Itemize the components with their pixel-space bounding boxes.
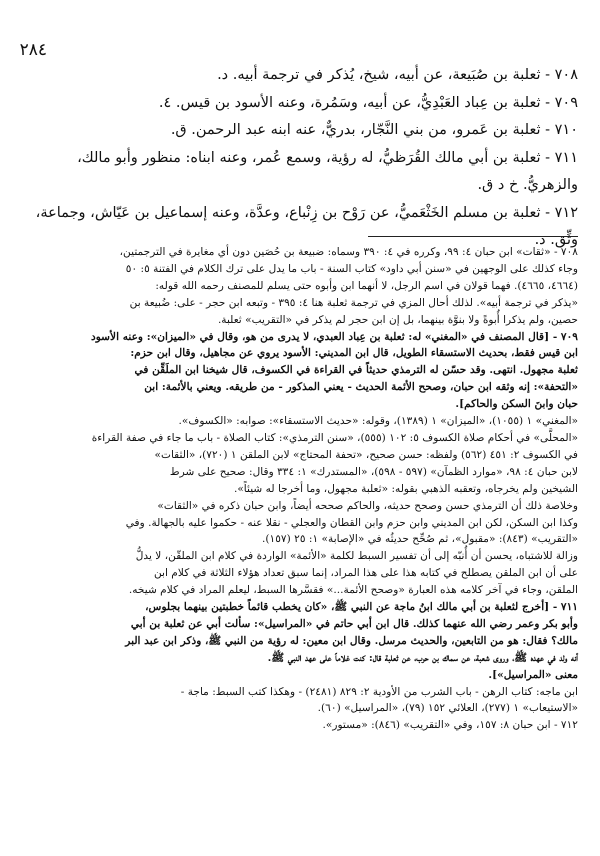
note-line: ثعلبة مجهول. انتهى. وقد حسّن له الترمذي حديثاً في القراءة في الكسوف، قال شيخنا ابن الملَقِّن في <box>134 364 578 377</box>
note-line: «التحفة»: إنه وثقه ابن حبان، وصحح الأئمة الحديث - يعني المذكور - من طريقه. ويعني بالأئمة: ابن <box>144 381 578 394</box>
note-line: «المحلَّى» في أحكام صلاة الكسوف ٥: ١٠٢ (٥٥٥)، «سنن الترمذي»: كتاب الصلاة - باب ما جاء في صفة القراءة <box>91 431 578 444</box>
note-line: (٤٦٦٤، ٤٦٦٥). فهما قولان في اسم الرجل، لا أنهما ابن وأبوه حتى يسلم للمصنف رحمه الله قوله: <box>155 279 578 292</box>
note-line: الملقن، وجاء في آخر كلامه هذه العبارة «وصحح الأئمة...» فقسَّرها السبط، ليعلم المراد في كلام شيخه. <box>128 584 578 597</box>
note-line: حصين، ولم يذكرا أُبوةً ولا بنوَّة بينهما، بل إن ابن حجر لم يذكر في «التقريب» ثعلبة. <box>217 313 578 326</box>
note-line: ٧١١ - [أخرج لثعلبة بن أبي مالك ابنُ ماجة عن النبي ﷺ، «كان يخطب قائماً خطبتين بينهما بجلوس، <box>145 601 578 614</box>
note-line: على أن ابن الملقن يصطلح في كتابه هذا على هذا المراد، إنما سبق تعداد هؤلاء الثلاثة في كلام ابن <box>153 567 578 580</box>
note-line: وكذا ابن السكن، لكن ابن المديني وابن حزم وابن القطان والعجلي - نقلا عنه - حكموا عليه بالجهالة. وفي <box>125 516 578 529</box>
note-line: «التقريب» (٨٤٣): «مقبول»، ثم صُحِّح حديثُه في «الإصابة» ١: ٢٥ (١٥٧). <box>262 533 578 546</box>
note-709-quote <box>22 329 578 414</box>
note-708 <box>22 244 578 329</box>
note-line: وأبو بكر وعمر رضي الله عنهما كذلك. قال ابن أبي حاتم في «المراسيل»: سألت أبي عن ثعلبة بن أبي <box>130 617 578 630</box>
note-709-sources <box>22 413 578 498</box>
main-entries <box>34 62 578 255</box>
footnote-divider <box>368 236 578 237</box>
entry-712: ٧١٢ - ثعلبة بن مسلم الخَثْعَميُّ، عن رَوْح بن زِنْباع، وعدَّة، وعنه إسماعيل بن عَيّاش، وجماعة، وثِّق. د. <box>35 204 578 248</box>
note-line: في الكسوف ٢: ٤٥١ (٥٦٢) ولفظه: حسن صحيح، «تحفة المحتاج» لابن الملقن ١ (٧٢٠)، «الثقات» <box>154 448 578 461</box>
note-line: ابن ماجه: كتاب الرهن - باب الشرب من الأودية ٢: ٨٢٩ (٢٤٨١) - وهكذا كتب السبط: ماجة - <box>180 685 578 698</box>
note-line: حبان وابنَ السكن والحاكم]. <box>455 398 578 411</box>
page-number: ٢٨٤ <box>19 40 47 60</box>
note-line: «يذكر في ترجمة أبيه». لذلك أحال المزي في ترجمة ثعلبة هنا ٤: ٣٩٥ - وتبعه ابن حجر - على: ضُبيعة بن <box>129 296 578 309</box>
note-line: مالك؟ فقال: هو من التابعين، والحديث مرسل. وقال ابن معين: له رؤية من النبي ﷺ، وذكر ابن عبد البر <box>125 634 578 647</box>
note-line: ٧٠٨ - «ثقات» ابن حبان ٤: ٩٩، وكرره في ٤: ٣٩٠ وسماه: ضبيعة بن حُصَين دون أي مغايرة في الترجمتين، <box>119 246 578 258</box>
note-line: ٧١٢ - ابن حبان ٨: ١٥٧، وفي «التقريب» (٨٤٦): «مستور». <box>322 719 578 732</box>
note-line: وجاء كذلك على الوجهين في «سنن أبي داود» كتاب السنة - باب ما يدل على ترك الكلام في الفتنة ٥: ٥٠ <box>125 262 578 275</box>
note-712 <box>22 717 578 734</box>
note-711-sources <box>22 684 578 718</box>
note-line: وزالة للاشتباه، يحسن أن أُنبّه إلى أن تفسير السبط لكلمة «الأئمة» الواردة في كلام ابن الملقّن، لا يدلُّ <box>135 550 578 563</box>
note-line: «الاستيعاب» ١ (٢٧٧)، العلائي ١٥٢ (٧٩)، «المراسيل» (٦٠). <box>317 702 578 715</box>
note-709-summary <box>22 498 578 549</box>
note-711-quote <box>22 599 578 684</box>
entry-708: ٧٠٨ - ثعلبة بن صُبَيعة، عن أبيه، شيخ، يُذكر في ترجمة أبيه. د. <box>217 67 578 83</box>
note-line: أنه ولد في عهده ﷺ، وروى شعبة، عن سماك بن حرب، عن ثعلبة قال: كنت غلاماً على عهد النبي ﷺ. <box>267 651 578 664</box>
note-line: الشيخين ولم يخرجاه، وتعقبه الذهبي بقوله: «ثعلبة مجهول، وما أخرجا له شيئاً». <box>233 482 578 495</box>
note-line: ابن قيس فقط، بحديث الاستسقاء الطويل، قال ابن المديني: الأسود يروي عن مجاهيل، وقال ابن حزم: <box>130 347 578 360</box>
entry-711: ٧١١ - ثعلبة بن أبي مالك القُرَظيُّ، له رؤية، وسمع عُمر، وعنه ابناه: منظور وأبو مالك، والزهريُّ. خ د ق. <box>77 149 578 193</box>
note-line: وخلاصة ذلك أن الترمذي حسن وصحح حديثه، والحاكم صححه أيضاً، وابن حبان ذكره في «الثقات» <box>157 499 578 512</box>
footnotes <box>22 244 578 734</box>
note-line: ٧٠٩ - [قال المصنف في «المغني» له: ثعلبة بن عِباد العبدي، لا يدرى من هو، وقال في «الميزان»: وعنه الأسود <box>90 330 578 343</box>
entry-710: ٧١٠ - ثعلبة بن عَمرو، من بني النَّجّار، بدريٌّ، عنه ابنه عبد الرحمن. ق. <box>170 122 578 138</box>
note-line: «المغني» ١ (١٠٥٥)، «الميزان» ١ (١٣٨٩)، وقوله: «حديث الاستسقاء»: صوابه: «الكسوف». <box>178 415 578 428</box>
entry-709: ٧٠٩ - ثعلبة بن عِباد العَبْدِيُّ، عن أبيه، وسَمُرة، وعنه الأسود بن قيس. ٤. <box>158 94 578 111</box>
note-709-clarification <box>22 548 578 599</box>
note-line: لابن حبان ٤: ٩٨، «موارد الظمآن» (٥٩٧ - ٥٩٨)، «المستدرك» ١: ٣٣٤ وقال: صحيح على شرط <box>169 465 578 478</box>
note-line: معنى «المراسيل»]. <box>488 668 578 681</box>
